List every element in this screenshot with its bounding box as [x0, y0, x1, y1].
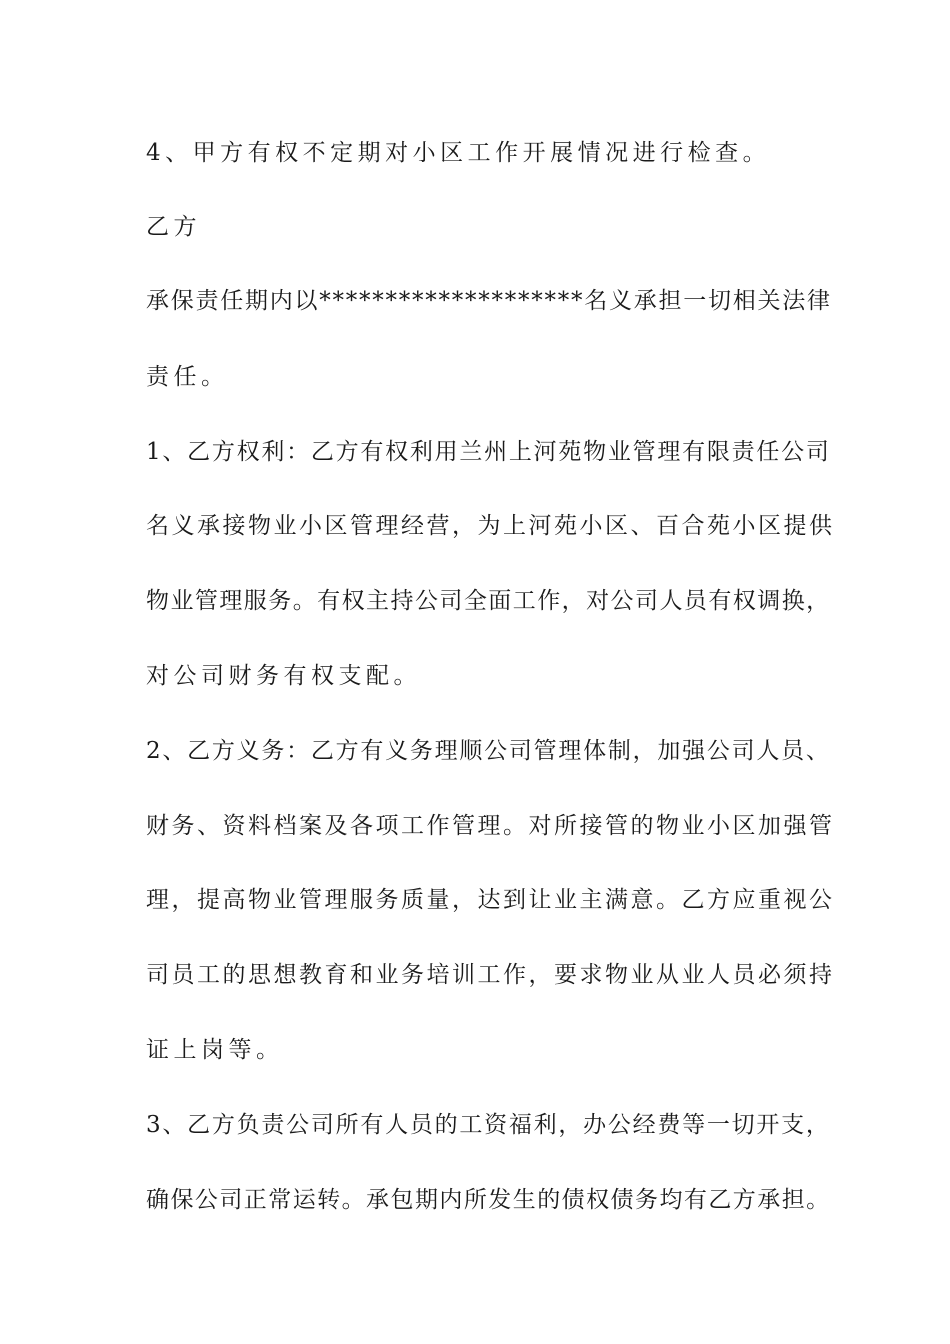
party-b-heading: 乙方 [146, 214, 201, 240]
paragraph-line: 财务、资料档案及各项工作管理。对所接管的物业小区加强管 [146, 813, 835, 839]
paragraph-item-4-party-a-inspection: 4、甲方有权不定期对小区工作开展情况进行检查。 [146, 140, 771, 166]
paragraph-line: 理，提高物业管理服务质量，达到让业主满意。乙方应重视公 [146, 887, 835, 913]
paragraph-line: 物业管理服务。有权主持公司全面工作，对公司人员有权调换， [146, 588, 831, 614]
paragraph-line: 责任。 [146, 364, 229, 390]
paragraph-line: 确保公司正常运转。承包期内所发生的债权债务均有乙方承担。 [146, 1187, 831, 1213]
paragraph-item-2-obligations: 2、乙方义务：乙方有义务理顺公司管理体制，加强公司人员、 [146, 738, 831, 764]
paragraph-item-3-expenses: 3、乙方负责公司所有人员的工资福利，办公经费等一切开支， [146, 1112, 831, 1138]
paragraph-line: 司员工的思想教育和业务培训工作，要求物业从业人员必须持 [146, 962, 835, 988]
paragraph-line: 证上岗等。 [146, 1037, 284, 1063]
paragraph-item-1-rights: 1、乙方权利：乙方有权利用兰州上河苑物业管理有限责任公司 [146, 439, 831, 465]
paragraph-line: 承保责任期内以********************名义承担一切相关法律 [146, 288, 832, 314]
paragraph-line: 对公司财务有权支配。 [146, 663, 421, 689]
paragraph-line: 名义承接物业小区管理经营，为上河苑小区、百合苑小区提供 [146, 513, 835, 539]
